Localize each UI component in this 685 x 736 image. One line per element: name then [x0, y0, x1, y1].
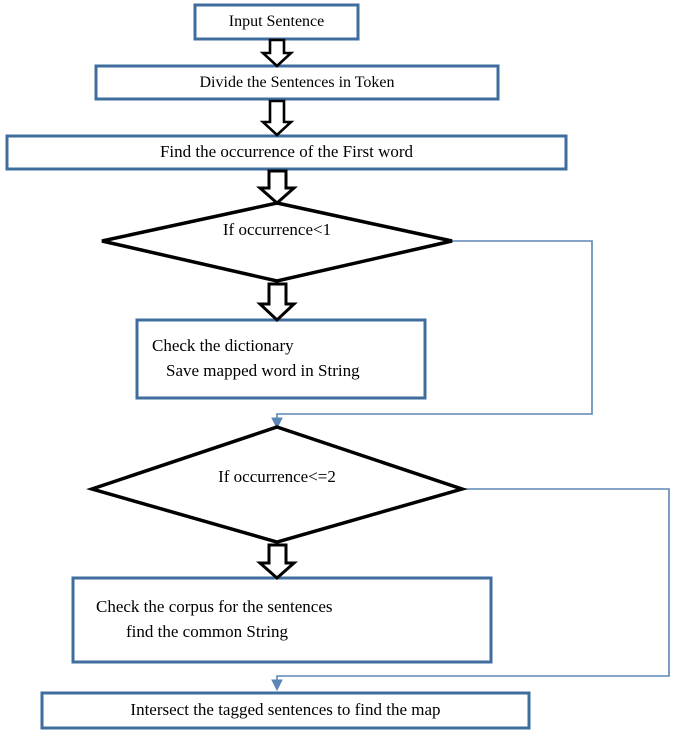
- node-label-intersect-line-1: Intersect the tagged sentences to find the map: [130, 700, 441, 720]
- node-label-dictionary-line-2: Save mapped word in String: [166, 361, 360, 380]
- arrow-decision-2-to-corpus: [260, 545, 294, 578]
- node-label-divide-line-1: Divide the Sentences in Token: [199, 73, 395, 91]
- node-label-decision-1-line-1: If occurrence<1: [222, 219, 332, 239]
- arrow-find-first-to-decision-1: [260, 171, 294, 203]
- node-box-find-first[interactable]: [7, 136, 566, 169]
- arrow-divide-to-find-first: [263, 101, 291, 135]
- node-label-decision-2-line-1: If occurrence<=2: [218, 466, 336, 486]
- node-box-dictionary[interactable]: [137, 320, 425, 398]
- arrow-input-to-divide: [263, 40, 291, 66]
- node-label-corpus-line-1: Check the corpus for the sentences: [96, 597, 333, 617]
- node-label-input-line-1: Input Sentence: [228, 13, 325, 31]
- arrow-decision-1-to-dictionary: [260, 284, 294, 320]
- node-box-intersect[interactable]: [42, 693, 529, 728]
- node-label-find-first-line-1: Find the occurrence of the First word: [159, 142, 414, 162]
- node-label-corpus-line-2: find the common String: [126, 622, 288, 641]
- node-box-input[interactable]: [195, 5, 358, 39]
- node-box-divide[interactable]: [96, 66, 498, 99]
- node-diamond-decision-2[interactable]: [92, 427, 462, 542]
- node-diamond-decision-1[interactable]: [102, 203, 452, 281]
- node-label-dictionary-line-1: Check the dictionary: [152, 336, 294, 356]
- node-box-corpus[interactable]: [73, 578, 491, 662]
